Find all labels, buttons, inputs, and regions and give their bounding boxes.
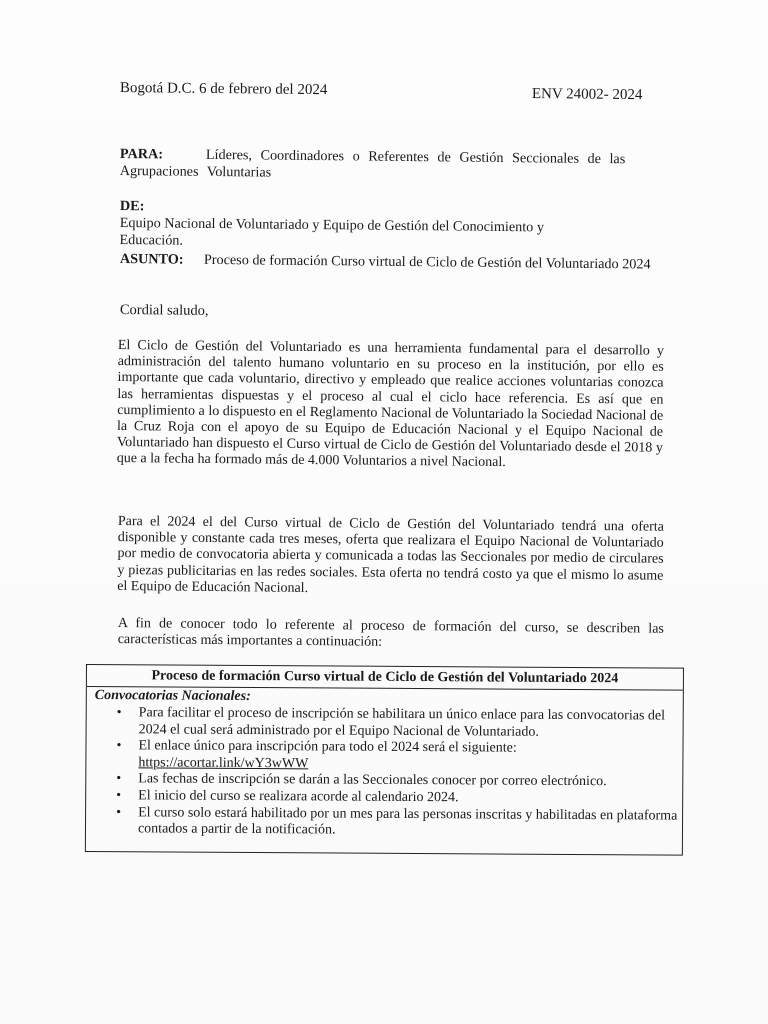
para-text: Líderes, Coordinadores o Referentes de Gestión Seccionales de las Agrupaciones Voluntarias bbox=[119, 146, 626, 181]
greeting: Cordial saludo, bbox=[119, 302, 209, 319]
reference-number: ENV 24002- 2024 bbox=[531, 86, 643, 104]
field-de bbox=[119, 198, 665, 255]
asunto-label: ASUNTO: bbox=[119, 251, 184, 268]
list-item bbox=[116, 738, 682, 776]
table-subtitle: Convocatorias Nacionales: bbox=[94, 688, 251, 705]
field-para bbox=[120, 146, 665, 186]
registration-link[interactable]: https://acortar.link/wY3wWW bbox=[138, 755, 309, 772]
bullet-icon: • bbox=[116, 738, 122, 754]
list-item-text: El enlace único para inscripción para todo el 2024 será el siguiente: bbox=[138, 738, 517, 756]
table-title: Proceso de formación Curso virtual de Ciclo de Gestión del Voluntariado 2024 bbox=[87, 665, 683, 691]
bullet-icon: • bbox=[116, 771, 122, 787]
para-label: PARA: bbox=[119, 146, 164, 163]
de-label: DE: bbox=[119, 198, 145, 215]
list-item-text: Las fechas de inscripción se darán a las Seccionales conocer por correo electrónico. bbox=[138, 771, 607, 790]
table-list bbox=[86, 705, 683, 841]
field-asunto bbox=[120, 251, 665, 274]
info-table bbox=[85, 664, 684, 856]
list-item bbox=[116, 705, 683, 742]
list-item bbox=[116, 804, 682, 842]
list-item-text: Para facilitar el proceso de inscripción se habilitara un único enlace para las convocatorias del 2024 el cual será administrado por el Equipo Nacional de Voluntariado. bbox=[138, 705, 666, 740]
bullet-icon: • bbox=[116, 705, 122, 721]
bullet-icon: • bbox=[116, 788, 122, 804]
bullet-icon: • bbox=[116, 804, 122, 820]
list-item-text: El inicio del curso se realizara acorde al calendario 2024. bbox=[138, 788, 459, 806]
paragraph-offer: Para el 2024 el del Curso virtual de Ciclo de Gestión del Voluntariado tendrá una oferta disponible y constante cada tres meses, oferta que realizara el Equipo Nacional de Voluntariado por medio de convocatoria abierta y comunicada a todas las Seccionales por medio de circulares y piezas publicitarias en las redes sociales. Esta oferta no tendrá costo ya que el mismo lo asume el Equipo de Educación Nacional. bbox=[117, 514, 664, 596]
city-date: Bogotá D.C. 6 de febrero del 2024 bbox=[119, 80, 328, 99]
list-item-text: El curso solo estará habilitado por un mes para las personas inscritas y habilitadas en plataforma contados a partir de la notificación. bbox=[137, 804, 678, 838]
paragraph-intro: El Ciclo de Gestión del Voluntariado es una herramienta fundamental para el desarrollo y administración del talento humano voluntario en su proceso en la institución, por ello es importante que cada voluntario, directivo y empleado que realice acciones voluntarias conozca las herramientas dispuestas y el proceso al cual el ciclo hace referencia. Es así que en cumplimiento a lo dispuesto en el Reglamento Nacional de Voluntariado la Sociedad Nacional de la Cruz Roja con el apoyo de su Equipo de Educación Nacional y el Equipo Nacional de Voluntariado han dispuesto el Curso virtual de Ciclo de Gestión del Voluntariado desde el 2018 y que a la fecha ha formado más de 4.000 Voluntarios a nivel Nacional. bbox=[116, 338, 664, 471]
paragraph-details: A fin de conocer todo lo referente al proceso de formación del curso, se describen las características más importantes a continuación: bbox=[117, 616, 664, 650]
asunto-text: Proceso de formación Curso virtual de Ciclo de Gestión del Voluntariado 2024 bbox=[203, 251, 651, 273]
de-text: Equipo Nacional de Voluntariado y Equipo de Gestión del Conocimiento y Educación. bbox=[119, 214, 545, 249]
